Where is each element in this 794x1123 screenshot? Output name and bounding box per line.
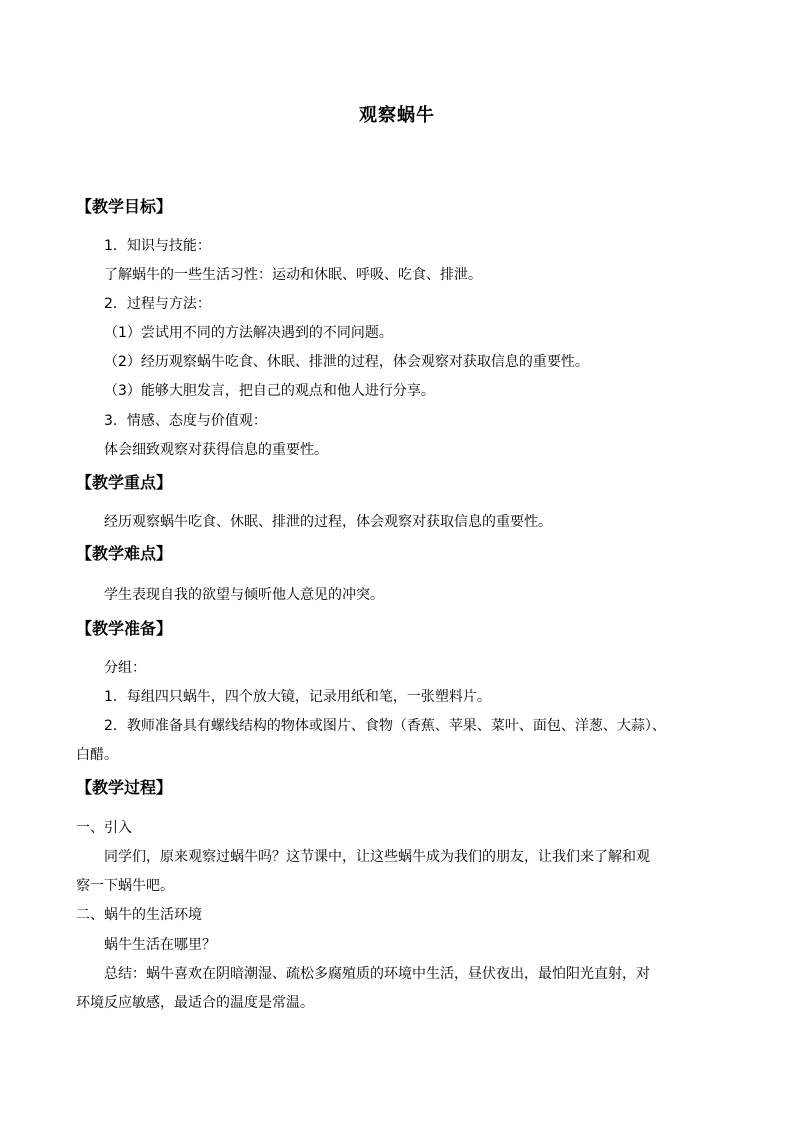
preparation-item-1: 1．每组四只蜗牛，四个放大镜，记录用纸和笔，一张塑料片。 [104, 689, 491, 705]
process-part-2-summary-continued: 环境反应敏感，最适合的温度是常温。 [76, 995, 314, 1011]
process-part-1-text: 同学们，原来观察过蜗牛吗？这节课中，让这些蜗牛成为我们的朋友，让我们来了解和观 [104, 849, 650, 865]
section-heading-key-points: 【教学重点】 [76, 473, 173, 492]
goal-item-3-detail: 体会细致观察对获得信息的重要性。 [104, 442, 328, 458]
preparation-item-2: 2．教师准备具有螺线结构的物体或图片、食物（香蕉、苹果、菜叶、面包、洋葱、大蒜）、 [104, 718, 666, 734]
process-part-1-title: 一、引入 [76, 820, 132, 836]
goal-item-2: 2．过程与方法： [104, 296, 211, 312]
key-points-text: 经历观察蜗牛吃食、休眠、排泄的过程，体会观察对获取信息的重要性。 [104, 514, 552, 530]
goal-item-3: 3．情感、态度与价值观： [104, 413, 267, 429]
process-part-1-text-continued: 察一下蜗牛吧。 [76, 878, 174, 894]
goal-item-2-sub-3: （3）能够大胆发言，把自己的观点和他人进行分享。 [104, 383, 435, 399]
process-part-2-title: 二、蜗牛的生活环境 [76, 907, 202, 923]
goal-item-2-sub-1: （1）尝试用不同的方法解决遇到的不同问题。 [104, 325, 393, 341]
section-heading-difficulties: 【教学难点】 [76, 544, 173, 563]
section-heading-preparation: 【教学准备】 [76, 619, 173, 638]
document-title: 观察蜗牛 [359, 105, 435, 126]
goal-item-2-sub-2: （2）经历观察蜗牛吃食、休眠、排泄的过程，体会观察对获取信息的重要性。 [104, 354, 589, 370]
section-heading-process: 【教学过程】 [76, 778, 173, 797]
difficulties-text: 学生表现自我的欲望与倾听他人意见的冲突。 [104, 587, 384, 603]
goal-item-1: 1．知识与技能： [104, 238, 211, 254]
preparation-item-2-continued: 白醋。 [76, 747, 118, 763]
goal-item-1-detail: 了解蜗牛的一些生活习性：运动和休眠、呼吸、吃食、排泄。 [104, 267, 482, 283]
preparation-group-label: 分组： [104, 660, 146, 676]
process-part-2-question: 蜗牛生活在哪里？ [104, 937, 216, 953]
section-heading-goals: 【教学目标】 [76, 197, 173, 216]
process-part-2-summary: 总结：蜗牛喜欢在阴暗潮湿、疏松多腐殖质的环境中生活，昼伏夜出，最怕阳光直射，对 [104, 966, 650, 982]
